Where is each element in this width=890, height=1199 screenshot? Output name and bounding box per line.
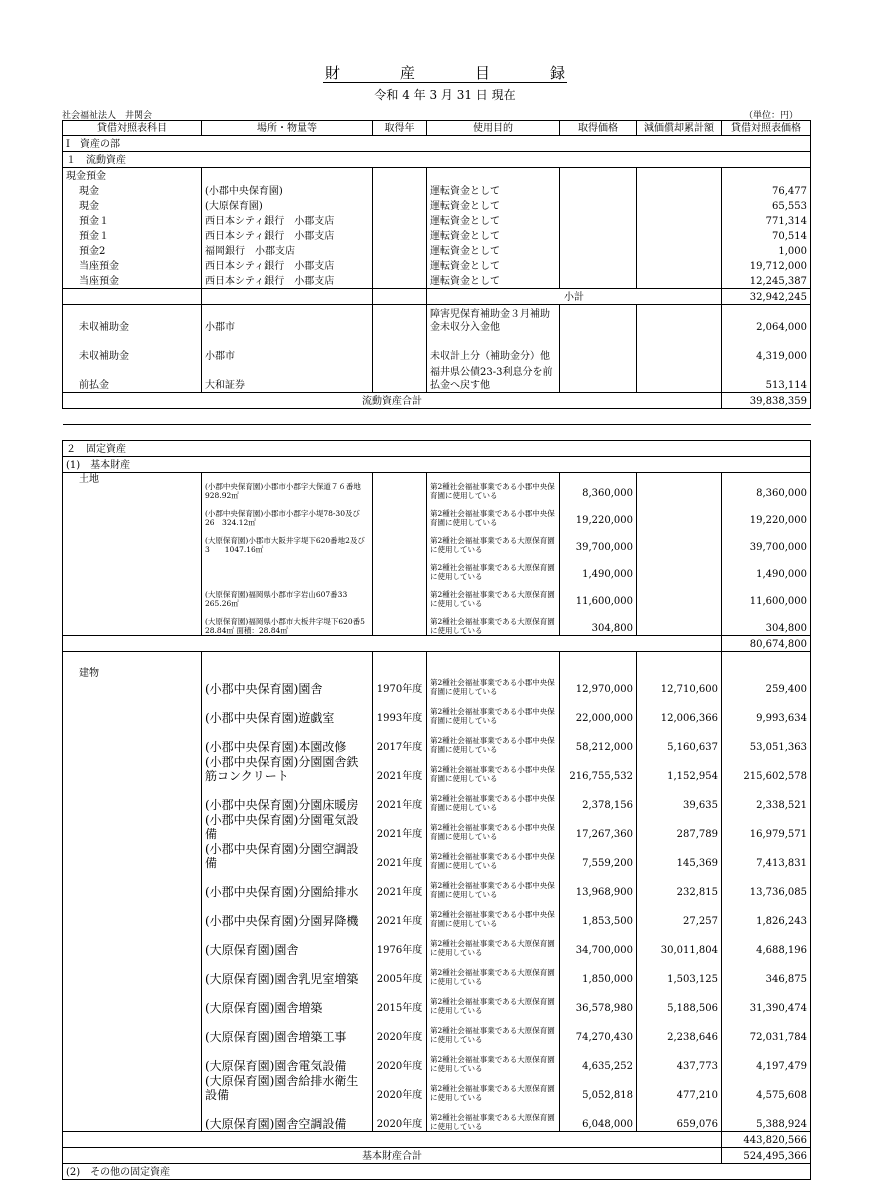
table-row: (大原保育園)園舎乳児室増築 2005年度 第2種社会福祉事業である大原保育園に使用している 1,850,000 1,503,125 346,875 bbox=[63, 957, 811, 986]
table-row: 第2種社会福祉事業である大原保育園に使用している 1,490,000 1,490,000 bbox=[63, 554, 811, 581]
table-row: (小郡中央保育園)本園改修 2017年度 第2種社会福祉事業である小郡中央保育園に使用している 58,212,000 5,160,637 53,051,363 bbox=[63, 725, 811, 754]
header-purpose: 使用目的 bbox=[427, 121, 560, 136]
spacer-row bbox=[63, 409, 811, 425]
table-row: (小郡中央保育園)分園昇降機 2021年度 第2種社会福祉事業である小郡中央保育園に使用している 1,853,500 27,257 1,826,243 bbox=[63, 899, 811, 928]
table-row: (大原保育園)福岡県小郡市字岩山607番33 265.26㎡ 第2種社会福祉事業である大原保育園に使用している 11,600,000 11,600,000 bbox=[63, 581, 811, 608]
table-row: 前払金 大和証券 福井県公債23-3利息分を前払金へ戻す他 513,114 bbox=[63, 363, 811, 393]
table-row: (小郡中央保育園)小郡市小郡字小堤78-30及び26 324.12㎡ 第2種社会福祉事業である小郡中央保育園に使用している 19,220,000 19,220,000 bbox=[63, 500, 811, 527]
table-row: (大原保育園)園舎増築工事 2020年度 第2種社会福祉事業である大原保育園に使用している 74,270,430 2,238,646 72,031,784 bbox=[63, 1015, 811, 1044]
table-row: 土地 (小郡中央保育園)小郡市小郡字大保道７６番地928.92㎡ 第2種社会福祉事業である小郡中央保育園に使用している 8,360,000 8,360,000 bbox=[63, 473, 811, 501]
table-row: 預金１ 西日本シティ銀行 小郡支店 運転資金として 771,314 bbox=[63, 213, 811, 228]
table-row: (小郡中央保育園)遊戯室 1993年度 第2種社会福祉事業である小郡中央保育園に使用している 22,000,000 12,006,366 9,993,634 bbox=[63, 696, 811, 725]
table-row: (小郡中央保育園)分園電気設備 2021年度 第2種社会福祉事業である小郡中央保育園に使用している 17,267,360 287,789 16,979,571 bbox=[63, 812, 811, 841]
table-row: (大原保育園)福岡県小郡市大板井字堤下620番5 28.84㎡ 面積：28.84㎡ 第2種社会福祉事業である大原保育園に使用している 304,800 304,800 bbox=[63, 608, 811, 636]
section-other: (2) その他の固定資産 bbox=[63, 1164, 811, 1180]
table-row: (小郡中央保育園)分園給排水 2021年度 第2種社会福祉事業である小郡中央保育園に使用している 13,968,900 232,815 13,736,085 bbox=[63, 870, 811, 899]
cash-subtotal-row: 小計 32,942,245 bbox=[63, 289, 811, 305]
building-total-row: 443,820,566 bbox=[63, 1132, 811, 1148]
table-row: (大原保育園)園舎給排水衛生設備 2020年度 第2種社会福祉事業である大原保育園に使用している 5,052,818 477,210 4,575,608 bbox=[63, 1073, 811, 1102]
table-row: 預金2 福岡銀行 小郡支店 運転資金として 1,000 bbox=[63, 243, 811, 258]
table-row: (大原保育園)園舎電気設備 2020年度 第2種社会福祉事業である大原保育園に使用している 4,635,252 437,773 4,197,479 bbox=[63, 1044, 811, 1073]
table-row: 未収補助金 小郡市 未収計上分（補助金分）他 4,319,000 bbox=[63, 334, 811, 363]
table-row: (大原保育園)園舎空調設備 2020年度 第2種社会福祉事業である大原保育園に使用している 6,048,000 659,076 5,388,924 bbox=[63, 1102, 811, 1132]
table-row: 未収補助金 小郡市 障害児保育補助金３月補助金未収分入金他 2,064,000 bbox=[63, 305, 811, 335]
table-row: (大原保育園)小郡市大阪井字堤下620番地2及び3 1047.16㎡ 第2種社会福祉事業である大原保育園に使用している 39,700,000 39,700,000 bbox=[63, 527, 811, 554]
spacer-row bbox=[63, 652, 811, 668]
table-row: 当座預金 西日本シティ銀行 小郡支店 運転資金として 12,245,387 bbox=[63, 273, 811, 289]
header-location: 場所・物量等 bbox=[202, 121, 373, 136]
unit-label: （単位：円） bbox=[743, 111, 798, 121]
report-date: 令和 4 年 3 月 31 日 現在 bbox=[374, 88, 516, 102]
basic-total-row: 基本財産合計 524,495,366 bbox=[63, 1148, 811, 1164]
section-current: １ 流動資産 bbox=[63, 152, 811, 168]
table-row: 現金 (大原保育園) 運転資金として 65,553 bbox=[63, 198, 811, 213]
header-cost: 取得価格 bbox=[560, 121, 637, 136]
section-basic: (1) 基本財産 bbox=[63, 457, 811, 473]
table-row: (大原保育園)園舎増築 2015年度 第2種社会福祉事業である大原保育園に使用している 36,578,980 5,188,506 31,390,474 bbox=[63, 986, 811, 1015]
asset-register-table bbox=[62, 120, 811, 1180]
organization-name: 社会福祉法人 井関会 bbox=[62, 111, 153, 121]
document-title: 財 産 目 録 bbox=[324, 64, 565, 82]
section-assets: Ⅰ 資産の部 bbox=[63, 136, 811, 152]
table-row: (小郡中央保育園)分園空調設備 2021年度 第2種社会福祉事業である小郡中央保育園に使用している 7,559,200 145,369 7,413,831 bbox=[63, 841, 811, 870]
table-row: 現金 (小郡中央保育園) 運転資金として 76,477 bbox=[63, 183, 811, 198]
table-row: (小郡中央保育園)分園園舎鉄筋コンクリート 2021年度 第2種社会福祉事業である小郡中央保育園に使用している 216,755,532 1,152,954 215,602,578 bbox=[63, 754, 811, 783]
table-row: 当座預金 西日本シティ銀行 小郡支店 運転資金として 19,712,000 bbox=[63, 258, 811, 273]
header-value: 貸借対照表価格 bbox=[722, 121, 811, 136]
cash-group-row: 現金預金 bbox=[63, 168, 811, 184]
land-total-row: 80,674,800 bbox=[63, 636, 811, 652]
current-total-row: 流動資産合計 39,838,359 bbox=[63, 393, 811, 409]
table-row: 預金１ 西日本シティ銀行 小郡支店 運転資金として 70,514 bbox=[63, 228, 811, 243]
header-row bbox=[63, 121, 811, 136]
table-row: (大原保育園)園舎 1976年度 第2種社会福祉事業である大原保育園に使用している 34,700,000 30,011,804 4,688,196 bbox=[63, 928, 811, 957]
table-row: (小郡中央保育園)分園床暖房 2021年度 第2種社会福祉事業である小郡中央保育園に使用している 2,378,156 39,635 2,338,521 bbox=[63, 783, 811, 812]
header-account: 貸借対照表科目 bbox=[63, 121, 202, 136]
header-depreciation: 減価償却累計額 bbox=[637, 121, 722, 136]
section-fixed: ２ 固定資産 bbox=[63, 441, 811, 457]
table-row: 建物 (小郡中央保育園)園舎 1970年度 第2種社会福祉事業である小郡中央保育園に使用している 12,970,000 12,710,600 259,400 bbox=[63, 667, 811, 696]
header-year: 取得年 bbox=[373, 121, 427, 136]
spacer-row bbox=[63, 425, 811, 441]
